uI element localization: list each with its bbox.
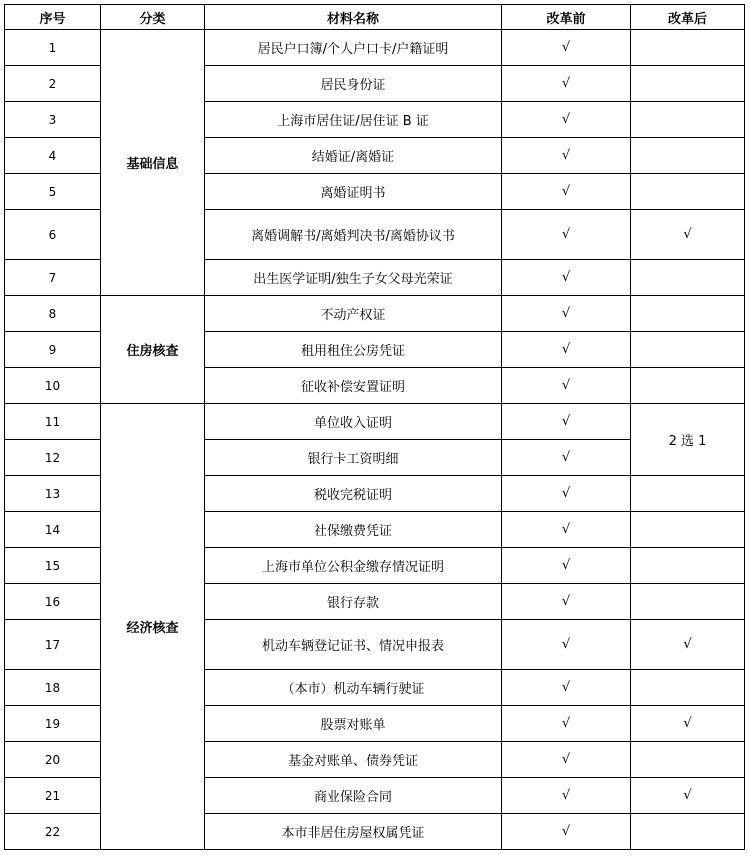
before-check: √ xyxy=(502,210,631,260)
before-check: √ xyxy=(502,404,631,440)
choose-one-note: 2 选 1 xyxy=(631,404,745,476)
after-check xyxy=(631,476,745,512)
row-number: 1 xyxy=(5,30,101,66)
before-check: √ xyxy=(502,174,631,210)
row-number: 5 xyxy=(5,174,101,210)
table-row xyxy=(5,30,745,66)
material-name: 机动车辆登记证书、情况申报表 xyxy=(205,620,502,670)
material-name: 上海市居住证/居住证 B 证 xyxy=(205,102,502,138)
materials-table xyxy=(4,4,745,850)
before-check: √ xyxy=(502,138,631,174)
after-check: √ xyxy=(631,706,745,742)
after-check xyxy=(631,138,745,174)
row-number: 9 xyxy=(5,332,101,368)
after-check xyxy=(631,742,745,778)
header-material-name: 材料名称 xyxy=(205,5,502,30)
before-check: √ xyxy=(502,706,631,742)
header-row xyxy=(5,5,745,30)
before-check: √ xyxy=(502,670,631,706)
header-before-reform: 改革前 xyxy=(502,5,631,30)
before-check: √ xyxy=(502,260,631,296)
category-economic-check: 经济核查 xyxy=(101,404,205,850)
before-check: √ xyxy=(502,548,631,584)
row-number: 10 xyxy=(5,368,101,404)
row-number: 7 xyxy=(5,260,101,296)
before-check: √ xyxy=(502,332,631,368)
row-number: 6 xyxy=(5,210,101,260)
material-name: 基金对账单、债券凭证 xyxy=(205,742,502,778)
row-number: 20 xyxy=(5,742,101,778)
after-check xyxy=(631,548,745,584)
header-after-reform: 改革后 xyxy=(631,5,745,30)
after-check: √ xyxy=(631,778,745,814)
row-number: 19 xyxy=(5,706,101,742)
after-check xyxy=(631,332,745,368)
row-number: 4 xyxy=(5,138,101,174)
material-name: 商业保险合同 xyxy=(205,778,502,814)
row-number: 22 xyxy=(5,814,101,850)
row-number: 11 xyxy=(5,404,101,440)
material-name: 股票对账单 xyxy=(205,706,502,742)
before-check: √ xyxy=(502,512,631,548)
before-check: √ xyxy=(502,102,631,138)
before-check: √ xyxy=(502,742,631,778)
material-name: 本市非居住房屋权属凭证 xyxy=(205,814,502,850)
after-check xyxy=(631,296,745,332)
row-number: 13 xyxy=(5,476,101,512)
after-check xyxy=(631,512,745,548)
category-housing-check: 住房核查 xyxy=(101,296,205,404)
row-number: 17 xyxy=(5,620,101,670)
material-name: 离婚证明书 xyxy=(205,174,502,210)
material-name: 不动产权证 xyxy=(205,296,502,332)
material-name: 社保缴费凭证 xyxy=(205,512,502,548)
before-check: √ xyxy=(502,584,631,620)
material-name: 单位收入证明 xyxy=(205,404,502,440)
row-number: 8 xyxy=(5,296,101,332)
after-check xyxy=(631,260,745,296)
row-number: 18 xyxy=(5,670,101,706)
material-name: （本市）机动车辆行驶证 xyxy=(205,670,502,706)
after-check xyxy=(631,30,745,66)
before-check: √ xyxy=(502,476,631,512)
header-category: 分类 xyxy=(101,5,205,30)
before-check: √ xyxy=(502,620,631,670)
before-check: √ xyxy=(502,814,631,850)
before-check: √ xyxy=(502,778,631,814)
row-number: 12 xyxy=(5,440,101,476)
after-check xyxy=(631,368,745,404)
after-check xyxy=(631,174,745,210)
material-name: 税收完税证明 xyxy=(205,476,502,512)
after-check xyxy=(631,670,745,706)
row-number: 16 xyxy=(5,584,101,620)
before-check: √ xyxy=(502,66,631,102)
row-number: 15 xyxy=(5,548,101,584)
material-name: 居民户口簿/个人户口卡/户籍证明 xyxy=(205,30,502,66)
after-check xyxy=(631,584,745,620)
material-name: 银行卡工资明细 xyxy=(205,440,502,476)
material-name: 征收补偿安置证明 xyxy=(205,368,502,404)
material-name: 上海市单位公积金缴存情况证明 xyxy=(205,548,502,584)
row-number: 14 xyxy=(5,512,101,548)
material-name: 银行存款 xyxy=(205,584,502,620)
header-no: 序号 xyxy=(5,5,101,30)
after-check xyxy=(631,814,745,850)
before-check: √ xyxy=(502,368,631,404)
material-name: 出生医学证明/独生子女父母光荣证 xyxy=(205,260,502,296)
after-check: √ xyxy=(631,620,745,670)
material-name: 租用租住公房凭证 xyxy=(205,332,502,368)
material-name: 结婚证/离婚证 xyxy=(205,138,502,174)
row-number: 21 xyxy=(5,778,101,814)
material-name: 居民身份证 xyxy=(205,66,502,102)
after-check xyxy=(631,102,745,138)
before-check: √ xyxy=(502,440,631,476)
after-check: √ xyxy=(631,210,745,260)
before-check: √ xyxy=(502,296,631,332)
category-basic-info: 基础信息 xyxy=(101,30,205,296)
before-check: √ xyxy=(502,30,631,66)
row-number: 3 xyxy=(5,102,101,138)
row-number: 2 xyxy=(5,66,101,102)
table-row xyxy=(5,404,745,440)
table-row xyxy=(5,296,745,332)
after-check xyxy=(631,66,745,102)
material-name: 离婚调解书/离婚判决书/离婚协议书 xyxy=(205,210,502,260)
